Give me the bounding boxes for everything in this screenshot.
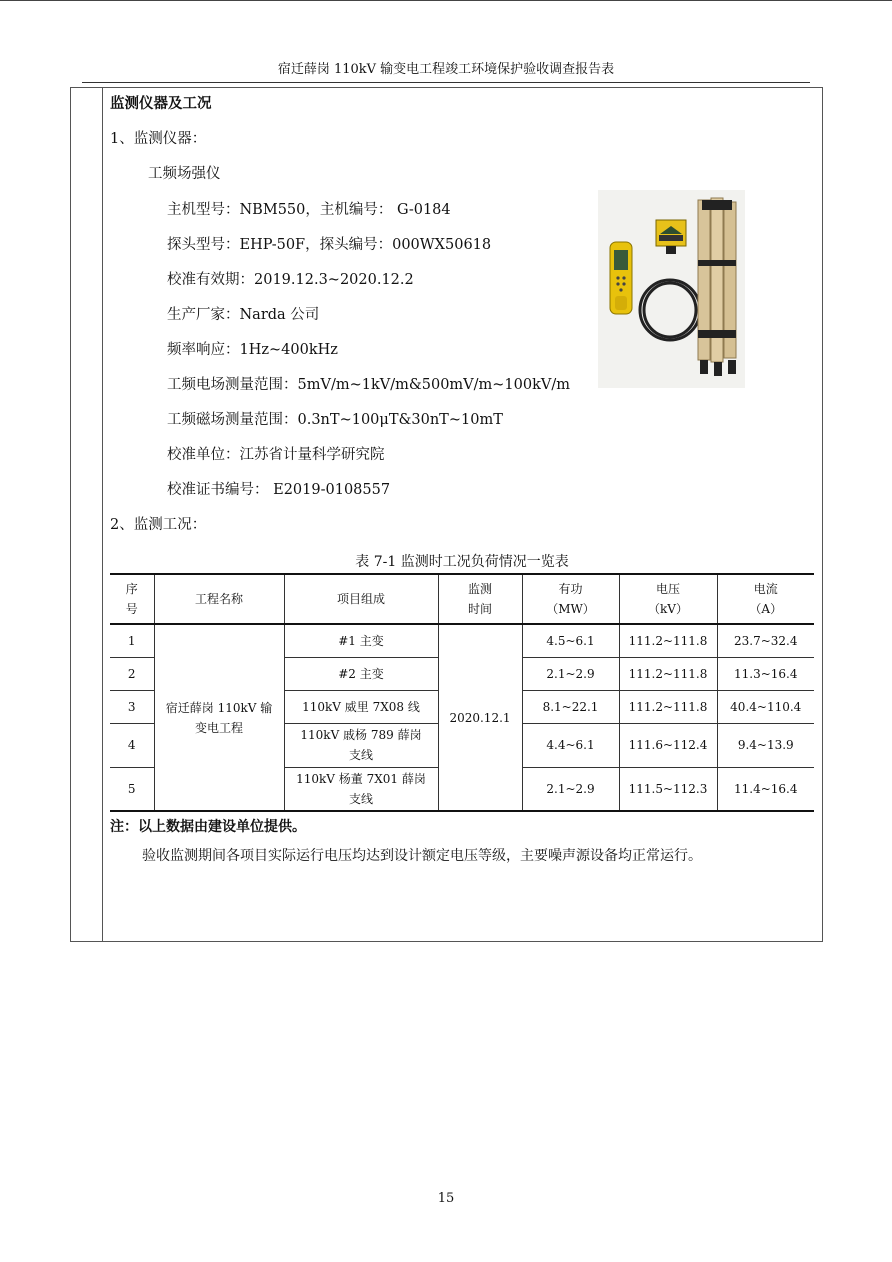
cell-item: #1 主变 (284, 624, 438, 657)
cell-item: #2 主变 (284, 657, 438, 690)
cell-current: 9.4~13.9 (717, 723, 814, 767)
header-text: 时间 (467, 602, 492, 616)
page-number: 15 (437, 1191, 455, 1206)
header-rule (82, 82, 810, 83)
instrument-photo (598, 190, 745, 388)
body-paragraph: 验收监测期间各项目实际运行电压均达到设计额定电压等级，主要噪声源设备均正常运行。 (142, 848, 702, 864)
cell-no: 5 (110, 767, 154, 811)
cell-project: 宿迁薛岗 110kV 输变电工程 (154, 624, 284, 811)
cell-power: 4.5~6.1 (522, 624, 619, 657)
col-header-power (522, 574, 619, 624)
spec-line: 工频电场测量范围：5mV/m~1kV/m&500mV/m~100kV/m (167, 377, 571, 393)
spec-line: 工频磁场测量范围：0.3nT~100μT&30nT~10mT (167, 412, 503, 428)
subheading-instruments: 1、监测仪器： (110, 131, 207, 147)
cell-current: 11.4~16.4 (717, 767, 814, 811)
header-title: 宿迁薛岗 110kV 输变电工程竣工环境保护验收调查报告表 (277, 62, 615, 77)
frame-margin-line (102, 87, 103, 941)
cell-current: 23.7~32.4 (717, 624, 814, 657)
cell-no: 3 (110, 690, 154, 723)
cell-power: 8.1~22.1 (522, 690, 619, 723)
spec-line: 校准证书编号： E2019-0108557 (167, 482, 391, 498)
cell-current: 40.4~110.4 (717, 690, 814, 723)
header-text: （A） (749, 602, 783, 616)
col-header-item: 项目组成 (284, 574, 438, 624)
header-text: （MW） (546, 602, 595, 616)
cell-item: 110kV 威里 7X08 线 (284, 690, 438, 723)
table-header-row (110, 574, 814, 624)
spec-line: 频率响应：1Hz~400kHz (167, 342, 338, 358)
cell-voltage: 111.6~112.4 (619, 723, 717, 767)
cell-item: 110kV 杨董 7X01 薛岗支线 (284, 767, 438, 811)
section-heading: 监测仪器及工况 (110, 95, 212, 112)
cell-item: 110kV 戚杨 789 薛岗支线 (284, 723, 438, 767)
col-header-project: 工程名称 (154, 574, 284, 624)
cell-power: 2.1~2.9 (522, 657, 619, 690)
cell-current: 11.3~16.4 (717, 657, 814, 690)
table-row (110, 624, 814, 657)
cell-voltage: 111.2~111.8 (619, 690, 717, 723)
header-text: 监测 (467, 582, 492, 596)
cell-no: 4 (110, 723, 154, 767)
table-caption: 表 7-1 监测时工况负荷情况一览表 (355, 554, 569, 570)
spec-line: 校准有效期：2019.12.3~2020.12.2 (167, 272, 414, 288)
cell-no: 1 (110, 624, 154, 657)
cell-voltage: 111.2~111.8 (619, 624, 717, 657)
spec-line: 主机型号：NBM550，主机编号： G-0184 (167, 202, 451, 218)
instrument-name: 工频场强仪 (148, 166, 221, 182)
header-text: 号 (125, 602, 138, 616)
spec-line: 探头型号：EHP-50F，探头编号：000WX50618 (167, 237, 492, 253)
cell-power: 2.1~2.9 (522, 767, 619, 811)
col-header-no (110, 574, 154, 624)
tripod-icon (698, 198, 736, 376)
header-text: （kV） (648, 602, 688, 616)
spec-line: 生产厂家：Narda 公司 (167, 307, 320, 323)
spec-line: 校准单位：江苏省计量科学研究院 (167, 447, 385, 463)
subheading-conditions: 2、监测工况： (110, 517, 207, 533)
cell-time: 2020.12.1 (438, 624, 522, 811)
header-text: 电压 (655, 582, 680, 596)
header-text: 序 (125, 582, 138, 596)
cell-voltage: 111.2~111.8 (619, 657, 717, 690)
col-header-time (438, 574, 522, 624)
table-note: 注：以上数据由建设单位提供。 (110, 819, 306, 835)
cell-voltage: 111.5~112.3 (619, 767, 717, 811)
field-meter-icon (610, 242, 632, 314)
top-border (0, 0, 892, 1)
load-table (110, 573, 814, 812)
col-header-voltage (619, 574, 717, 624)
cell-power: 4.4~6.1 (522, 723, 619, 767)
header-text: 有功 (558, 582, 583, 596)
header-text: 电流 (753, 582, 778, 596)
cell-no: 2 (110, 657, 154, 690)
col-header-current (717, 574, 814, 624)
